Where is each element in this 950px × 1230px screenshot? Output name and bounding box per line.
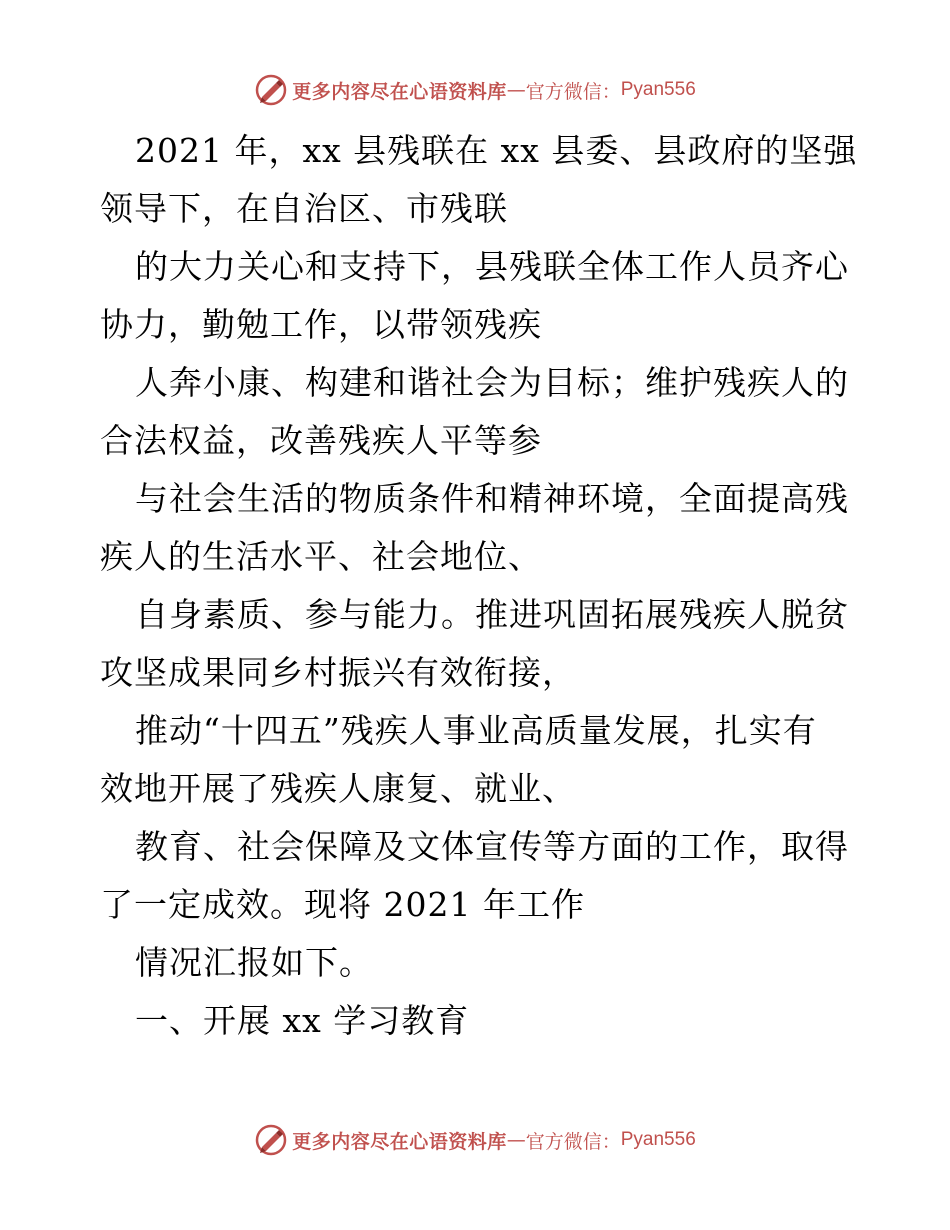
text-line: 人奔小康、构建和谐社会为目标；维护残疾人的	[135, 363, 849, 402]
text-line: 2021 年，xx 县残联在 xx 县委、县政府的坚强	[135, 131, 858, 170]
watermark-footer	[0, 1120, 950, 1160]
watermark-main-text: 更多内容尽在心语资料库	[292, 1130, 507, 1153]
watermark-main-text: 更多内容尽在心语资料库	[292, 80, 507, 103]
pen-logo-icon	[254, 1123, 288, 1157]
document-body	[100, 122, 860, 1050]
text-line: 推动“十四五”残疾人事业高质量发展，扎实有	[135, 711, 817, 750]
text-line: 领导下，在自治区、市残联	[100, 189, 508, 228]
text-line: 情况汇报如下。	[135, 943, 373, 982]
text-line: 的大力关心和支持下，县残联全体工作人员齐心	[135, 247, 849, 286]
section-heading: 一、开展 xx 学习教育	[135, 1001, 470, 1040]
text-line: 效地开展了残疾人康复、就业、	[100, 769, 576, 808]
text-line: 疾人的生活水平、社会地位、	[100, 537, 542, 576]
watermark-dash: —	[506, 1129, 526, 1151]
text-line: 与社会生活的物质条件和精神环境，全面提高残	[135, 479, 849, 518]
text-line: 自身素质、参与能力。推进巩固拓展残疾人脱贫	[135, 595, 849, 634]
pen-logo-icon	[254, 73, 288, 107]
watermark-wechat-label: 官方微信：	[525, 80, 621, 103]
text-line: 教育、社会保障及文体宣传等方面的工作，取得	[135, 827, 849, 866]
watermark-header	[0, 70, 950, 110]
text-line: 合法权益，改善残疾人平等参	[100, 421, 542, 460]
text-line: 攻坚成果同乡村振兴有效衔接，	[100, 653, 576, 692]
text-line: 协力，勤勉工作，以带领残疾	[100, 305, 542, 344]
watermark-wechat-id: Pyan556	[620, 79, 696, 100]
watermark-wechat-label: 官方微信：	[525, 1130, 621, 1153]
watermark-dash: —	[506, 79, 526, 101]
text-line: 了一定成效。现将 2021 年工作	[100, 885, 585, 924]
watermark-wechat-id: Pyan556	[620, 1129, 696, 1150]
